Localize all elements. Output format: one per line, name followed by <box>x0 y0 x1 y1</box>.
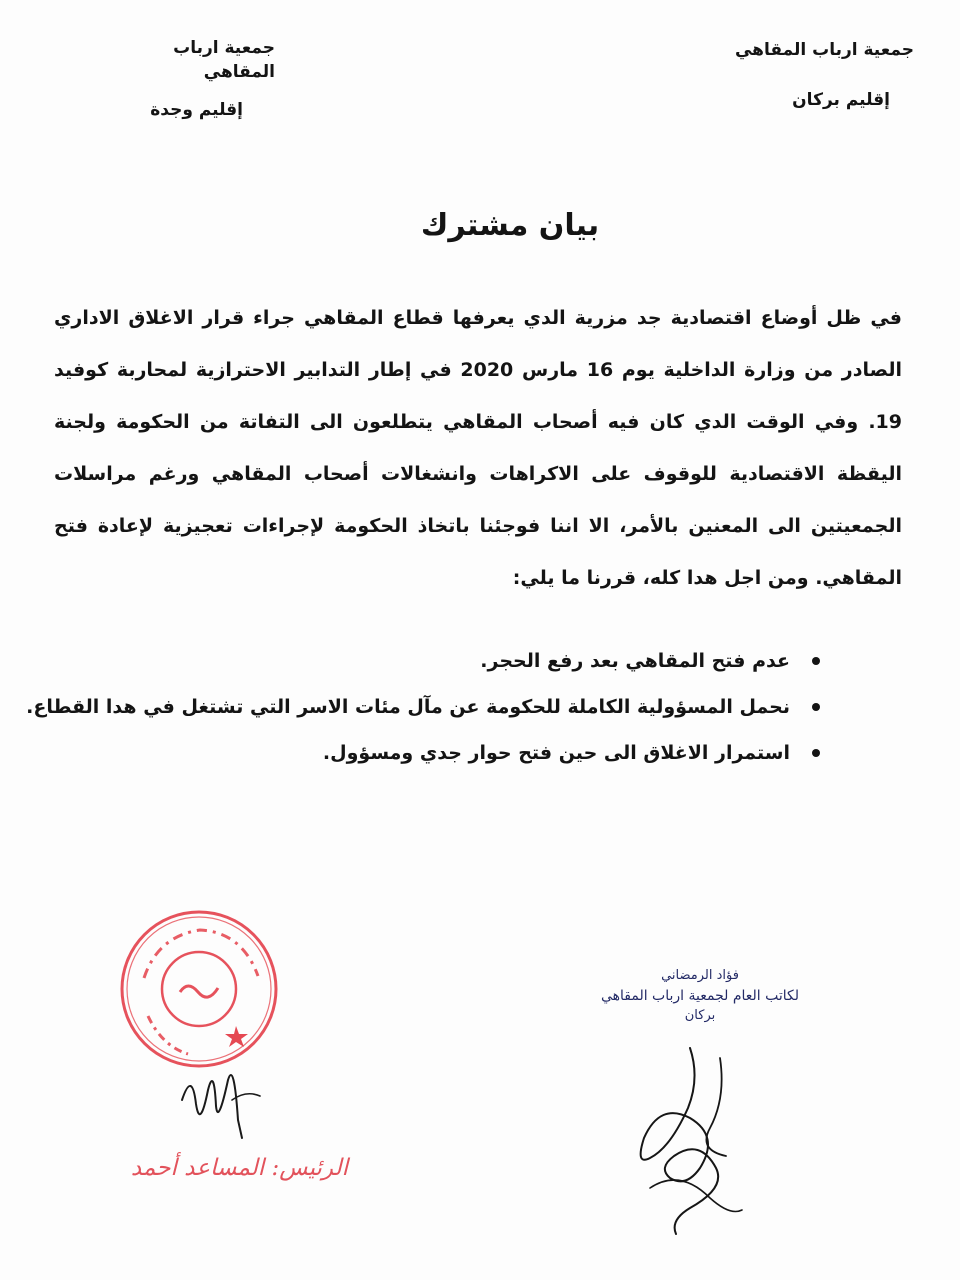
secretary-region: بركان <box>684 1008 716 1023</box>
header-left-org: جمعية ارباب المقاهي <box>173 38 275 82</box>
chair-signature-icon <box>176 1060 266 1140</box>
decision-item <box>26 648 820 674</box>
decision-item <box>26 694 820 720</box>
document-title: بيان مشترك <box>420 208 600 243</box>
decision-item <box>26 740 820 766</box>
association-stamp-icon <box>118 908 280 1070</box>
header-left <box>125 36 275 122</box>
statement-paragraph: في ظل أوضاع اقتصادية جد مزرية الدي يعرفها قطاع المقاهي جراء قرار الاغلاق الاداري الصادر من وزارة الداخلية يوم 16 مارس 2020 في إطار التدابير الاحترازية لمحاربة كوفيد 19. وفي الوقت الدي كان فيه أصحاب المقاهي يتطلعون الى التفاتة من الحكومة ولجنة اليقظة الاقتصادية للوقوف على الاكراهات وانشغالات أصحاب المقاهي ورغم مراسلات الجمعيتين الى المعنين بالأمر، الا اننا فوجئنا باتخاذ الحكومة لإجراءات تعجيزية لإعادة فتح المقاهي. ومن اجل هدا كله، قررنا ما يلي: <box>54 307 902 589</box>
decision-text: نحمل المسؤولية الكاملة للحكومة عن مآل مئات الاسر التي تشتغل في هدا القطاع. <box>26 696 790 718</box>
secretary-block <box>590 966 810 1026</box>
bullet-icon <box>812 657 820 665</box>
header-right-region: إقليم بركان <box>792 90 890 110</box>
decision-text: استمرار الاغلاق الى حين فتح حوار جدي ومسؤول. <box>322 742 790 764</box>
decision-text: عدم فتح المقاهي بعد رفع الحجر. <box>480 650 790 672</box>
header-left-region: إقليم وجدة <box>150 100 243 120</box>
header-right <box>735 38 914 112</box>
secretary-title: لكاتب العام لجمعية ارباب المقاهي <box>600 988 800 1004</box>
secretary-name: فؤاد الرمضاني <box>661 968 739 983</box>
chair-name: الرئيس: المساعد أحمد <box>130 1155 348 1181</box>
secretary-signature-icon <box>630 1038 750 1238</box>
header-right-org: جمعية ارباب المقاهي <box>734 40 914 60</box>
decisions-list <box>26 648 820 786</box>
bullet-icon <box>812 749 820 757</box>
bullet-icon <box>812 703 820 711</box>
